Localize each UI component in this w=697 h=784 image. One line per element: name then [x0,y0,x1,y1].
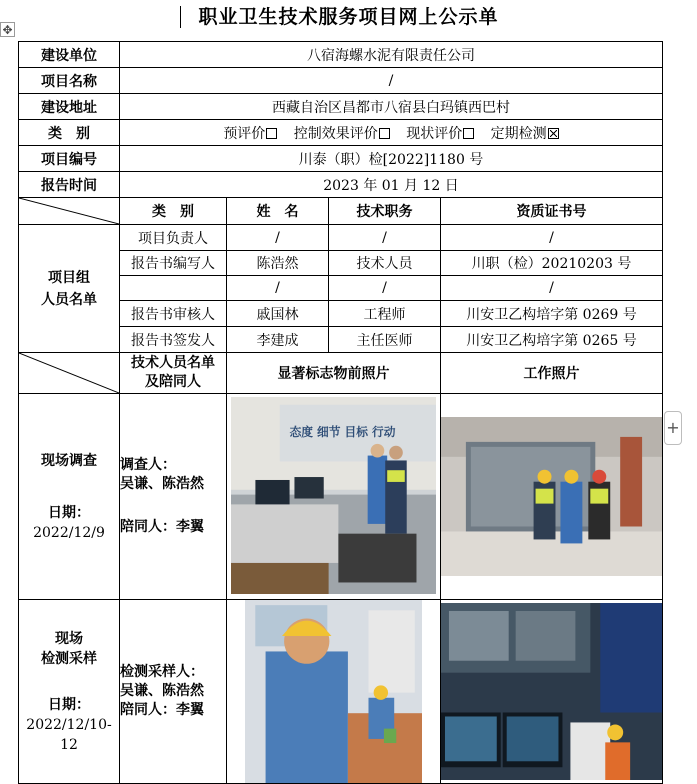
team-role: 报告书签发人 [120,327,227,353]
photo-header-staff: 技术人员名单 及陪同人 [120,353,227,394]
team-name: / [227,276,329,301]
office-landmark-photo [231,397,436,594]
checkbox-periodic-testing[interactable] [548,128,559,139]
text-cursor [180,6,181,28]
category-options [120,120,663,146]
checkbox-status-assessment[interactable] [463,128,474,139]
survey-companion: 陪同人：李翼 [120,519,204,535]
team-cert: 川安卫乙构培字第 0265 号 [441,327,663,353]
survey-investigator-label: 调查人： [120,457,176,473]
sampling-row [19,600,663,784]
document-title: 职业卫生技术服务项目网上公示单 [198,6,499,28]
row-address [19,94,663,120]
checkbox-pre-assessment[interactable] [266,128,277,139]
row-project-name [19,68,663,94]
team-duty: 主任医师 [329,327,441,353]
team-duty: / [329,225,441,251]
survey-landmark-photo-cell [227,394,441,600]
team-name: / [227,225,329,251]
unit-value: 八宿海螺水泥有限责任公司 [120,42,663,68]
photo-header-row [19,353,663,394]
team-group-label: 项目组 人员名单 [19,225,120,353]
row-report-time [19,172,663,198]
report-time-label: 报告时间 [19,172,120,198]
category-option-status-assessment[interactable]: 现状评价 [406,126,474,142]
sampling-staff-cell [120,600,227,784]
team-cert: 川安卫乙构培字第 0269 号 [441,301,663,327]
survey-staff-cell [120,394,227,600]
survey-date-label: 日期： [48,504,90,521]
sampling-stage-label: 现场 检测采样 [41,630,97,667]
team-header-cert: 资质证书号 [441,198,663,225]
project-name-value: / [120,68,663,94]
unit-label: 建设单位 [19,42,120,68]
photo-header-work: 工作照片 [441,353,663,394]
sampling-companion: 陪同人：李翼 [120,702,204,719]
sampling-date: 2022/12/10-12 [26,716,112,753]
team-name: 李建成 [227,327,329,353]
team-cert: / [441,276,663,301]
team-duty: 技术人员 [329,251,441,276]
disclosure-table [18,41,663,784]
project-no-label: 项目编号 [19,146,120,172]
checkbox-control-effect[interactable] [379,128,390,139]
team-row [19,225,663,251]
survey-investigators: 吴谦、陈浩然 [120,476,204,492]
photo-header-landmark: 显著标志物前照片 [227,353,441,394]
team-duty: / [329,276,441,301]
sampling-samplers: 吴谦、陈浩然 [120,683,204,700]
project-name-label: 项目名称 [19,68,120,94]
team-duty: 工程师 [329,301,441,327]
sampling-landmark-photo-cell [227,600,441,784]
table-move-handle-icon[interactable]: ✥ [0,22,15,37]
address-label: 建设地址 [19,94,120,120]
survey-stage-label: 现场调查 [41,452,97,469]
team-cert: / [441,225,663,251]
project-no-value: 川泰（职）检[2022]1180 号 [120,146,663,172]
team-name: 陈浩然 [227,251,329,276]
team-role: 项目负责人 [120,225,227,251]
category-option-pre-assessment[interactable]: 预评价 [223,126,277,142]
category-option-control-effect[interactable]: 控制效果评价 [294,126,390,142]
team-header-name: 姓 名 [227,198,329,225]
sampling-worker-photo [245,600,422,783]
landmark-sign-text: 态度 细节 目标 行动 [289,424,396,439]
add-column-button[interactable]: + [664,411,682,445]
diagonal-line [19,353,119,393]
team-role [120,276,227,301]
diagonal-cell [19,198,120,225]
survey-date: 2022/12/9 [33,524,105,541]
team-entrance-photo [441,417,662,576]
sampling-work-photo-cell [441,600,663,784]
report-time-value: 2023 年 01 月 12 日 [120,172,663,198]
address-value: 西藏自治区昌都市八宿县白玛镇西巴村 [120,94,663,120]
sampling-date-label: 日期： [48,696,90,713]
team-header-category: 类 别 [120,198,227,225]
sampling-sampler-label: 检测采样人： [120,664,204,681]
row-unit [19,42,663,68]
survey-stage-cell [19,394,120,600]
team-role: 报告书审核人 [120,301,227,327]
category-label: 类 别 [19,120,120,146]
category-option-periodic-testing[interactable]: 定期检测 [491,126,559,142]
row-category [19,120,663,146]
team-header-duty: 技术职务 [329,198,441,225]
diagonal-line [19,198,119,224]
control-room-photo [441,603,662,780]
survey-work-photo-cell [441,394,663,600]
team-cert: 川职（检）20210203 号 [441,251,663,276]
sampling-stage-cell [19,600,120,784]
team-name: 戚国林 [227,301,329,327]
team-header-row [19,198,663,225]
row-project-no [19,146,663,172]
team-role: 报告书编写人 [120,251,227,276]
diagonal-cell [19,353,120,394]
survey-row [19,394,663,600]
